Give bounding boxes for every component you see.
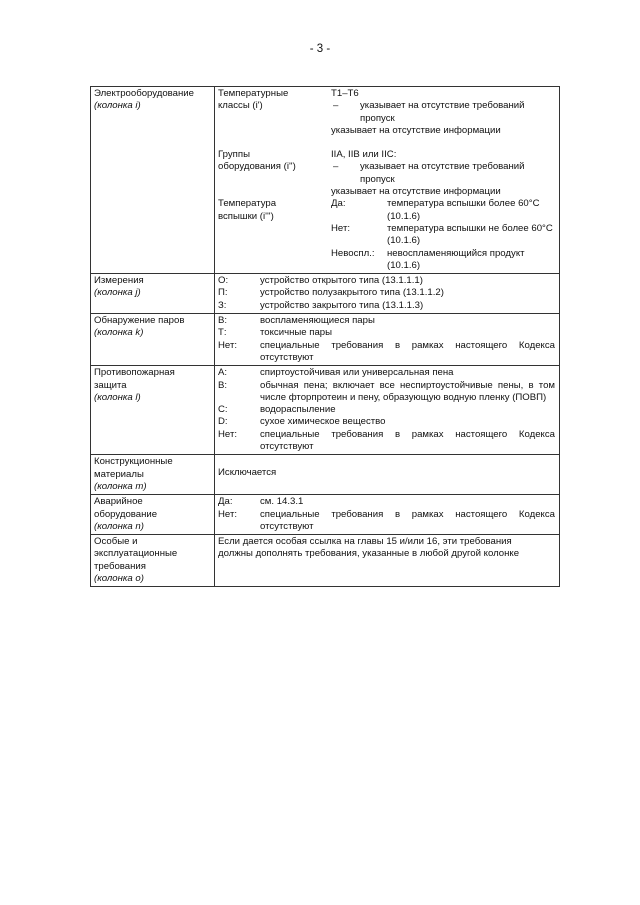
row-heading-2: защита: [94, 379, 127, 391]
row-heading-cell: [91, 535, 215, 587]
item-text: спиртоустойчивая или универсальная пена: [260, 367, 454, 379]
column-reference: (колонка n): [94, 520, 144, 532]
item-text: сухое химическое вещество: [260, 416, 386, 428]
item-text: водораспыление: [260, 404, 336, 416]
column-definitions-table: [90, 86, 560, 587]
flash-yes-ref: (10.1.6): [387, 210, 421, 222]
item-text: воспламеняющиеся пары: [260, 315, 375, 327]
list-item: [218, 509, 555, 534]
row-content-cell: [215, 366, 560, 455]
note-text: указывает на отсутствие требований пропуск: [360, 100, 525, 124]
equipment-groups-block: [218, 149, 555, 198]
item-text: токсичные пары: [260, 327, 333, 339]
row-heading: Обнаружение паров: [94, 315, 185, 327]
row-heading-2: материалы: [94, 468, 144, 480]
flash-yes-key: Да:: [331, 198, 346, 210]
item-code: B:: [218, 379, 228, 391]
row-content-cell: [215, 495, 560, 535]
special-requirements-text: Если дается особая ссылка на главы 15 и/или 16, эти требования: [218, 536, 512, 548]
list-item: [218, 287, 555, 299]
temperature-class-label: Температурные: [218, 88, 289, 99]
dash-marker: –: [333, 100, 339, 112]
row-heading-3: требования: [94, 560, 146, 572]
temperature-class-value: T1–T6: [331, 88, 359, 99]
row-heading-cell: [91, 274, 215, 314]
row-heading: Электрооборудование: [94, 88, 195, 99]
special-requirements-text-2: должны дополнять требования, указанные в любой другой колонке: [218, 548, 520, 560]
row-heading-cell: [91, 495, 215, 535]
table-row-vapour-detection: [91, 314, 560, 366]
list-item: [218, 404, 555, 416]
row-heading: Измерения: [94, 275, 144, 287]
flash-nonflammable-value: невоспламеняющийся продукт (10.1.6): [387, 247, 525, 271]
flash-no-ref: (10.1.6): [387, 235, 421, 247]
item-code: A:: [218, 367, 228, 379]
row-heading-2: эксплуатационные: [94, 548, 178, 560]
row-heading: Особые и: [94, 536, 138, 548]
column-reference: (колонка l): [94, 391, 141, 403]
column-reference: (колонка j): [94, 287, 141, 299]
list-item: [218, 340, 555, 365]
flash-nonflammable-key: Невоспл.:: [331, 247, 375, 259]
table-row-special-requirements: [91, 535, 560, 587]
item-code: Нет:: [218, 339, 238, 351]
row-heading: Конструкционные: [94, 456, 173, 468]
list-item: [218, 416, 555, 428]
item-code: О:: [218, 275, 229, 287]
flash-point-block: [218, 198, 555, 272]
row-content-cell: [215, 455, 560, 495]
item-text: обычная пена; включает все неспиртоустойчивые пены, в том числе фторпротеин и пену, образующую водную пленку (ПОВП): [260, 379, 555, 403]
row-heading-cell: [91, 366, 215, 455]
temperature-class-label-2: классы (i'): [218, 100, 263, 112]
item-text: специальные требования в рамках настоящего Кодекса отсутствуют: [260, 428, 555, 453]
column-reference: (колонка k): [94, 327, 144, 339]
item-text: устройство полузакрытого типа (13.1.1.2): [260, 287, 444, 299]
materials-value: Исключается: [218, 467, 277, 479]
list-item: [218, 496, 555, 508]
item-code: Да:: [218, 496, 233, 508]
flash-no-value: температура вспышки не более 60°C: [387, 222, 553, 234]
dash-marker: –: [333, 161, 339, 173]
temperature-class-block: [218, 88, 555, 137]
table-row-materials: [91, 455, 560, 495]
list-item: [218, 429, 555, 454]
flash-point-label: Температура: [218, 198, 277, 210]
column-reference: (колонка i): [94, 100, 141, 112]
item-code: Нет:: [218, 428, 238, 440]
row-heading-2: оборудование: [94, 508, 158, 520]
item-code: Нет:: [218, 508, 238, 520]
item-code: Т:: [218, 327, 227, 339]
item-code: П:: [218, 287, 228, 299]
list-item: [218, 380, 555, 405]
list-item: [218, 275, 555, 287]
note-text: указывает на отсутствие требований пропуск: [360, 161, 525, 185]
item-text: устройство закрытого типа (13.1.1.3): [260, 299, 424, 311]
equipment-groups-value: IIA, IIB или IIC:: [331, 149, 397, 161]
column-reference: (колонка o): [94, 572, 144, 584]
row-content-cell: [215, 535, 560, 587]
row-heading: Противопожарная: [94, 367, 175, 379]
item-text: специальные требования в рамках настоящего Кодекса отсутствуют: [260, 339, 555, 363]
flash-yes-value: температура вспышки более 60°C: [387, 198, 540, 210]
item-text: устройство открытого типа (13.1.1.1): [260, 275, 423, 287]
row-content-cell: [215, 314, 560, 366]
page-number: - 3 -: [309, 43, 331, 55]
list-item: [218, 327, 555, 339]
list-item: [218, 315, 555, 327]
column-reference: (колонка m): [94, 480, 147, 492]
table-row-electrical: [91, 87, 560, 274]
flash-point-label-2: вспышки (i'''): [218, 210, 274, 222]
table-row-fire-protection: [91, 366, 560, 455]
item-text: см. 14.3.1: [260, 496, 304, 508]
equipment-groups-label: Группы: [218, 149, 250, 161]
row-content-cell: [215, 87, 560, 274]
table-row-measurement: [91, 274, 560, 314]
list-item: [218, 300, 555, 312]
item-code: D:: [218, 416, 228, 428]
row-heading-cell: [91, 87, 215, 274]
row-heading-cell: [91, 455, 215, 495]
item-code: З:: [218, 299, 227, 311]
note-text-2: указывает на отсутствие информации: [331, 186, 501, 198]
flash-no-key: Нет:: [331, 222, 351, 234]
list-item: [218, 367, 555, 379]
item-code: В:: [218, 315, 228, 327]
item-code: C:: [218, 404, 228, 416]
table-row-emergency-equipment: [91, 495, 560, 535]
note-text-2: указывает на отсутствие информации: [331, 124, 501, 136]
row-heading-cell: [91, 314, 215, 366]
row-heading: Аварийное: [94, 496, 143, 508]
item-text: специальные требования в рамках настоящего Кодекса отсутствуют: [260, 508, 555, 532]
row-content-cell: [215, 274, 560, 314]
equipment-groups-label-2: оборудования (i''): [218, 161, 296, 173]
